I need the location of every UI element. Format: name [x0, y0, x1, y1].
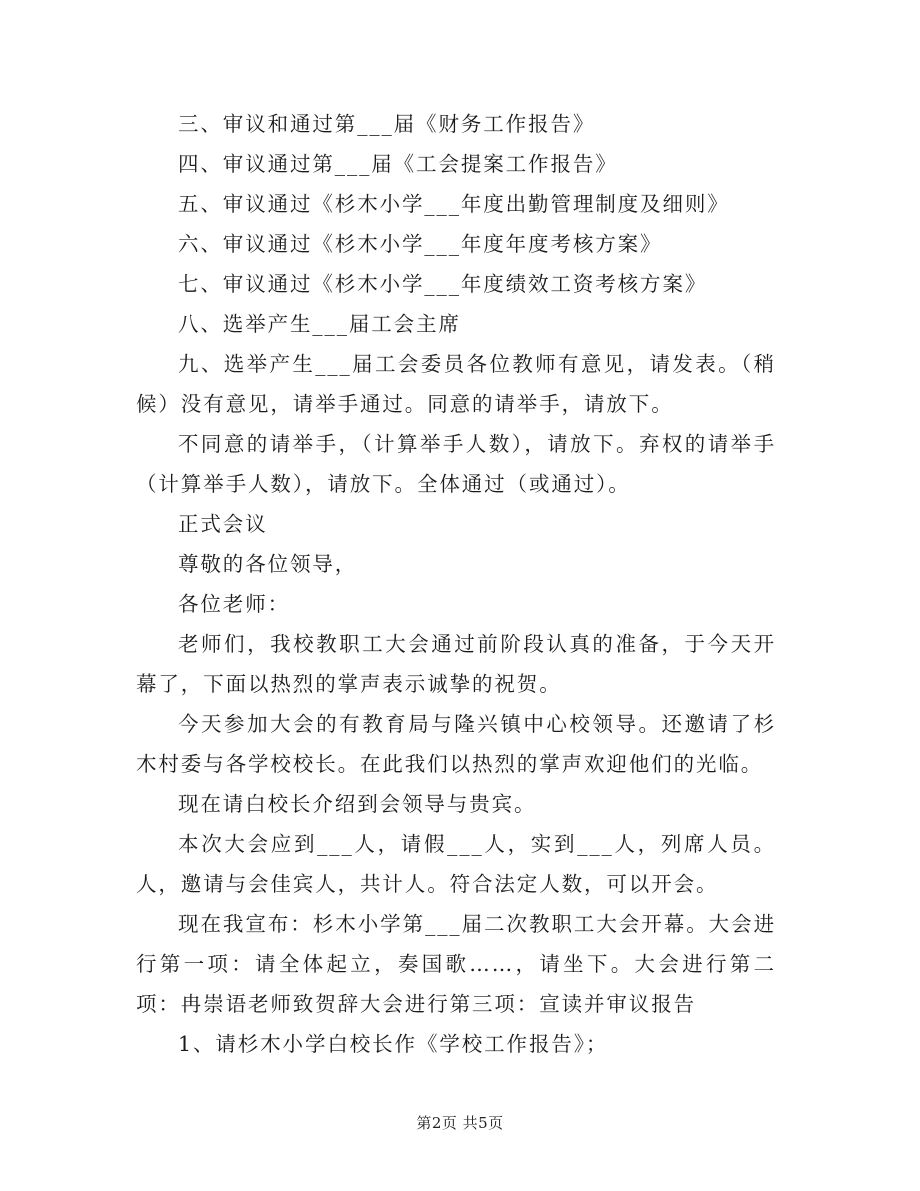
paragraph-introduction: 现在请白校长介绍到会领导与贵宾。 [178, 792, 537, 816]
paragraph-report-item-1: 1、请杉木小学白校长作《学校工作报告》； [178, 1032, 609, 1056]
paragraph-item-7: 七、审议通过《杉木小学___年度绩效工资考核方案》 [178, 272, 708, 296]
paragraph-item-8: 八、选举产生___届工会主席 [178, 312, 461, 336]
paragraph-guests: 今天参加大会的有教育局与隆兴镇中心校领导。还邀请了杉木村委与各学校校长。在此我们以热烈的掌声欢迎他们的光临。 [136, 712, 776, 776]
salutation-teachers: 各位老师： [178, 592, 290, 616]
paragraph-announcement: 现在我宣布：杉木小学第___届二次教职工大会开幕。大会进行第一项：请全体起立，奏国歌……，请坐下。大会进行第二项：冉崇语老师致贺辞大会进行第三项：宣读并审议报告 [136, 912, 776, 1016]
paragraph-item-3: 三、审议和通过第___届《财务工作报告》 [178, 112, 596, 136]
paragraph-vote-procedure: 不同意的请举手，（计算举手人数），请放下。弃权的请举手（计算举手人数），请放下。全体通过（或通过）。 [136, 432, 776, 496]
paragraph-item-5: 五、审议通过《杉木小学___年度出勤管理制度及细则》 [178, 192, 730, 216]
paragraph-opening: 老师们，我校教职工大会通过前阶段认真的准备，于今天开幕了，下面以热烈的掌声表示诚挚的祝贺。 [136, 632, 776, 696]
page-number-footer: 第2页 共5页 [416, 1114, 504, 1132]
paragraph-attendance: 本次大会应到___人，请假___人，实到___人，列席人员。人，邀请与会佳宾人，共计人。符合法定人数，可以开会。 [136, 832, 776, 896]
salutation-leaders: 尊敬的各位领导， [178, 552, 358, 576]
paragraph-item-6: 六、审议通过《杉木小学___年度年度考核方案》 [178, 232, 663, 256]
document-body [136, 104, 776, 1064]
paragraph-item-4: 四、审议通过第___届《工会提案工作报告》 [178, 152, 618, 176]
paragraph-item-9: 九、选举产生___届工会委员各位教师有意见，请发表。（稍候）没有意见，请举手通过。同意的请举手，请放下。 [136, 352, 776, 416]
section-heading-formal-meeting: 正式会议 [178, 512, 268, 536]
